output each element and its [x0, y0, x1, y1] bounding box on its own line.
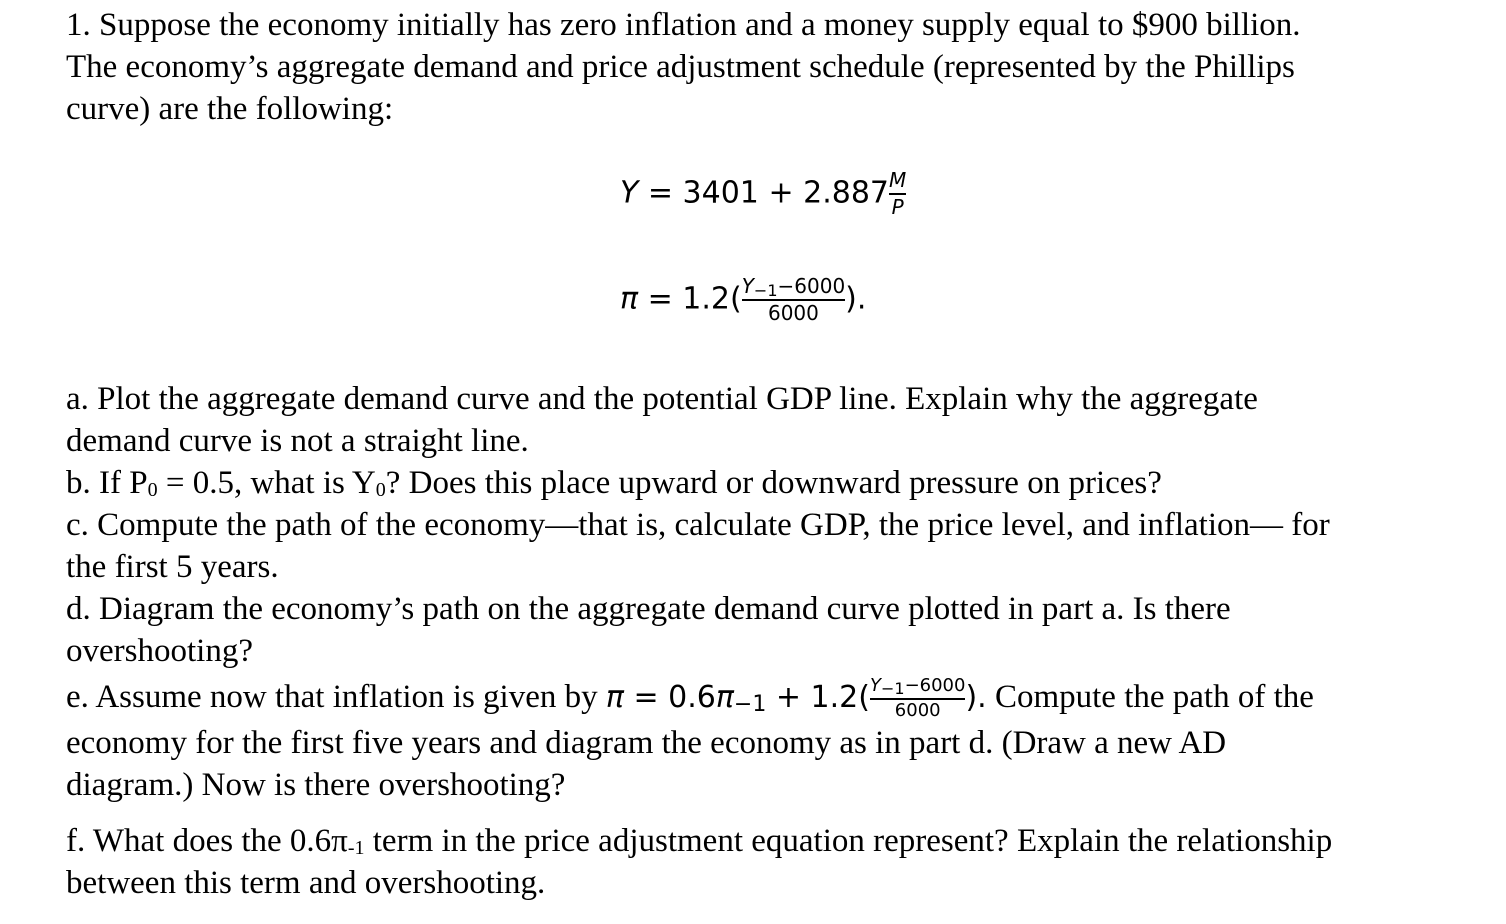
pi-fraction: $\frac{Y_{-1}-6000}{6000}$: [741, 274, 846, 325]
price-adjustment-equation: π = 1.2( $\frac{Y_{-1}-6000}{6000}$ ).: [620, 274, 867, 325]
question-f: f. What does the $0.6\pi_{-1}$ term in the price adjustment equation represent? Explain the relationship between this term and overshooting.: [66, 820, 1332, 904]
e-fraction: $\frac{Y_{-1}-6000}{6000}$: [869, 674, 966, 721]
problem-intro: [66, 4, 1301, 130]
question-a: a. Plot the aggregate demand curve and the potential GDP line. Explain why the aggregate demand curve is not a straight line.: [66, 381, 1258, 459]
question-f-line-1: f. What does the $0.6\pi_{-1}$ term in the price adjustment equation represent? Explain the relationship: [66, 823, 1333, 859]
question-e: e. Assume now that inflation is given by $\pi = 0.6\pi_{-1} + 1.2$( $\frac{Y_{-1}-6000}{6000}$ ). Compute the path of the economy for the first five years and diagram the economy as in part d. (Draw a new AD diagram.) Now is there overshooting?: [66, 674, 1314, 804]
intro-line-2: The economy’s aggregate demand and price adjustment schedule (represented by the Phillips: [66, 49, 1295, 85]
question-b: b. If $P_0 = 0.5$, what is $Y_0$? Does this place upward or downward pressure on prices?: [66, 465, 1162, 501]
intro-line-1: 1. Suppose the economy initially has zero inflation and a money supply equal to $900 billion.: [66, 7, 1301, 43]
question-e-line-1: e. Assume now that inflation is given by $\pi = 0.6\pi_{-1} + 1.2$( $\frac{Y_{-1}-6000}{6000}$ ). Compute the path of the: [66, 674, 1314, 721]
question-c: c. Compute the path of the economy—that is, calculate GDP, the price level, and inflation— for the first 5 years.: [66, 507, 1330, 585]
intro-line-3: curve) are the following:: [66, 91, 394, 127]
aggregate-demand-equation: Y = 3401 + 2.887 $\frac{M}{P}$: [620, 168, 907, 219]
question-d: d. Diagram the economy’s path on the aggregate demand curve plotted in part a. Is there overshooting?: [66, 591, 1231, 669]
ad-fraction: $\frac{M}{P}$: [889, 168, 907, 219]
